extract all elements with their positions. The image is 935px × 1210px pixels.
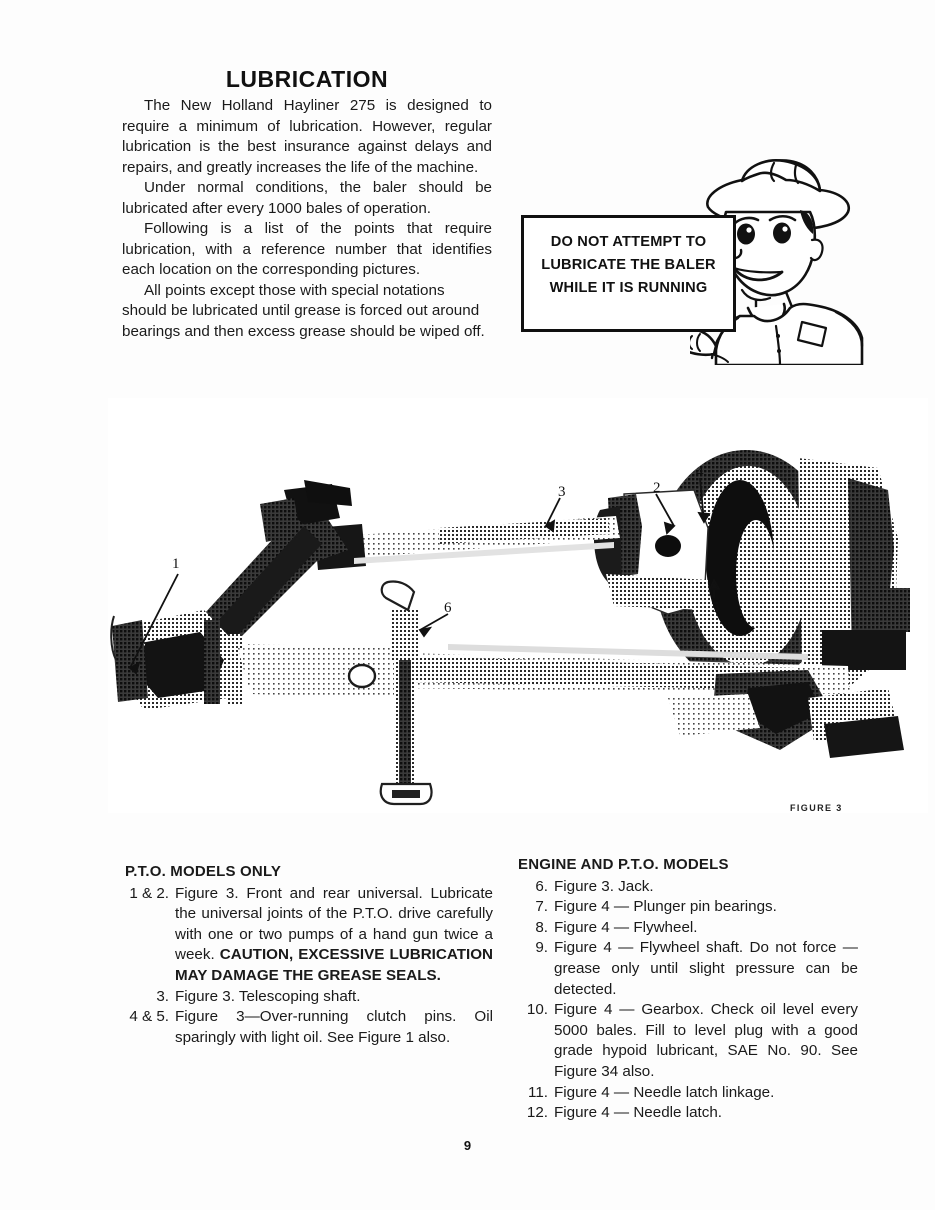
page-title: LUBRICATION: [225, 66, 389, 92]
figure-callout-5: 5: [712, 600, 720, 616]
list-item: [125, 884, 493, 987]
list-item-body: Figure 4 — Flywheel shaft. Do not force — grease only until slight pressure can be detected.: [554, 939, 858, 998]
figure-callout-6: 6: [444, 600, 452, 616]
figure-callout-1: 1: [172, 556, 180, 572]
list-item-body: Figure 4 — Gearbox. Check oil level every 5000 bales. Fill to level plug with a good grade hypoid lubricant, SAE No. 90. See Figure 34 also.: [554, 1001, 858, 1080]
list-item-caution: CAUTION, EXCESSIVE LUBRICATION MAY DAMAGE THE GREASE SEALS.: [175, 946, 493, 984]
figure-3-photograph: [108, 398, 928, 813]
list-item: [518, 877, 858, 898]
warning-sign-box: [521, 215, 736, 332]
list-item-number: 12.: [526, 1104, 548, 1122]
list-item: [125, 1007, 493, 1048]
pto-models-list: [125, 862, 493, 1048]
figure-callout-2: 2: [653, 480, 661, 496]
list-item-body: Figure 3. Telescoping shaft.: [175, 987, 361, 1005]
warning-line-3: WHILE IT IS RUNNING: [549, 280, 708, 296]
list-item: [518, 897, 858, 918]
list-item-body: Figure 3—Over-running clutch pins. Oil sparingly with light oil. See Figure 1 also.: [175, 1008, 493, 1046]
list-item-text: Figure 3. Front and rear universal. Lubricate the universal joints of the P.T.O. drive carefully with one or two pumps of a hand gun twice a week.: [175, 884, 493, 964]
list-item-body: Figure 4 — Needle latch.: [554, 1104, 722, 1122]
list-item-number: 7.: [535, 898, 548, 916]
list-item-number: 4 & 5.: [129, 1008, 169, 1026]
figure-callout-3: 3: [558, 484, 566, 500]
list-item: [518, 1103, 858, 1124]
warning-line-2: LUBRICATE THE BALER: [541, 257, 716, 273]
list-item-number: 8.: [535, 918, 548, 936]
list-item-number: 6.: [535, 877, 548, 895]
intro-paragraph-4: All points except those with special notations should be lubricated until grease is forced out around bearings and then excess grease should be wiped off.: [122, 281, 485, 340]
list-item: [518, 1000, 858, 1082]
list-item-number: 10.: [526, 1001, 548, 1019]
list-item-body: Figure 4 — Flywheel.: [554, 918, 698, 936]
list-item-number: 9.: [535, 939, 548, 957]
list-item: [125, 987, 493, 1008]
warning-sign-text: [524, 231, 733, 300]
list-item-body: [175, 884, 493, 987]
intro-text-column: [122, 96, 492, 342]
intro-paragraph-2: Under normal conditions, the baler should be lubricated after every 1000 bales of operation.: [122, 179, 492, 217]
list-item-body: Figure 3. Jack.: [554, 877, 654, 895]
list-item-number: 1 & 2.: [129, 884, 169, 902]
figure-caption: FIGURE 3: [790, 803, 843, 813]
callout-leader-lines: [108, 398, 928, 813]
warning-line-1: DO NOT ATTEMPT TO: [550, 234, 707, 250]
list-item: [518, 938, 858, 1000]
list-item: [518, 1083, 858, 1104]
intro-paragraph-1: The New Holland Hayliner 275 is designed to require a minimum of lubrication. However, regular lubrication is the best insurance against delays and repairs, and greatly increases the life of the machine.: [122, 97, 492, 176]
figure-callout-4: 4: [696, 464, 704, 480]
list-item-body: Figure 4 — Needle latch linkage.: [554, 1083, 775, 1101]
intro-paragraph-3: Following is a list of the points that require lubrication, with a reference number that identifies each location on the corresponding pictures.: [122, 220, 492, 278]
list-item: [518, 918, 858, 939]
list-item-body: Figure 4 — Plunger pin bearings.: [554, 898, 777, 916]
list-item-number: 11.: [528, 1083, 548, 1101]
pto-models-heading: P.T.O. MODELS ONLY: [125, 863, 282, 880]
page-number: 9: [463, 1138, 472, 1153]
list-item-number: 3.: [156, 987, 169, 1005]
engine-pto-models-heading: ENGINE AND P.T.O. MODELS: [518, 856, 729, 873]
engine-pto-models-list: [518, 855, 858, 1124]
